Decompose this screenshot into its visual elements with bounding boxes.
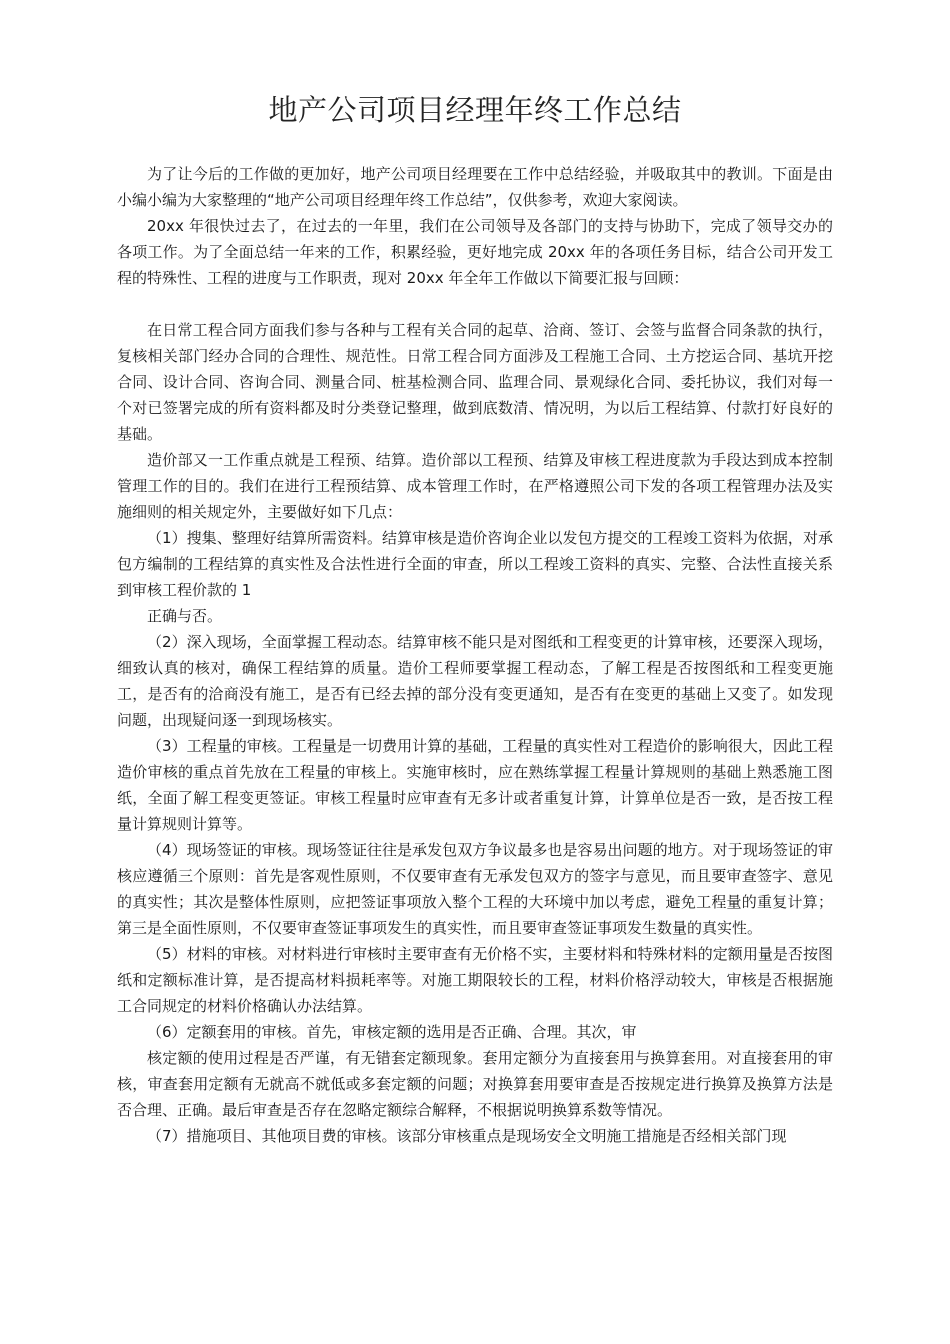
document-body [117,161,833,1149]
paragraph-contracts: 在日常工程合同方面我们参与各种与工程有关合同的起草、洽商、签订、会签与监督合同条款的执行，复核相关部门经办合同的合理性、规范性。日常工程合同方面涉及工程施工合同、土方挖运合同、基坑开挖合同、设计合同、咨询合同、测量合同、桩基检测合同、监理合同、景观绿化合同、委托协议，我们对每一个对已签署完成的所有资料都及时分类登记整理，做到底数清、情况明，为以后工程结算、付款打好良好的基础。 [117,321,833,443]
paragraph-item-5: （5）材料的审核。对材料进行审核时主要审查有无价格不实，主要材料和特殊材料的定额用量是否按图纸和定额标准计算，是否提高材料损耗率等。对施工期限较长的工程，材料价格浮动较大，审核是否根据施工合同规定的材料价格确认办法结算。 [117,945,833,1015]
blank-line [117,291,833,317]
paragraph-budget: 造价部又一工作重点就是工程预、结算。造价部以工程预、结算及审核工程进度款为手段达到成本控制管理工作的目的。我们在进行工程预结算、成本管理工作时，在严格遵照公司下发的各项工程管理办法及实施细则的相关规定外，主要做好如下几点： [117,451,833,521]
paragraph-item-7: （7）措施项目、其他项目费的审核。该部分审核重点是现场安全文明施工措施是否经相关部门现 [147,1127,787,1145]
paragraph-item-1-cont: 正确与否。 [147,607,223,625]
paragraph-item-1: （1）搜集、整理好结算所需资料。结算审核是造价咨询企业以发包方提交的工程竣工资料为依据，对承包方编制的工程结算的真实性及合法性进行全面的审查，所以工程竣工资料的真实、完整、合法性直接关系到审核工程价款的 1 [117,529,833,599]
paragraph-item-6-cont: 核定额的使用过程是否严谨，有无错套定额现象。套用定额分为直接套用与换算套用。对直接套用的审核，审查套用定额有无就高不就低或多套定额的问题；对换算套用要审查是否按规定进行换算及换算方法是否合理、正确。最后审查是否存在忽略定额综合解释，不根据说明换算系数等情况。 [117,1049,833,1119]
paragraph-intro: 为了让今后的工作做的更加好，地产公司项目经理要在工作中总结经验，并吸取其中的教训。下面是由小编小编为大家整理的“地产公司项目经理年终工作总结”，仅供参考，欢迎大家阅读。 [117,165,833,209]
paragraph-item-3: （3）工程量的审核。工程量是一切费用计算的基础，工程量的真实性对工程造价的影响很大，因此工程造价审核的重点首先放在工程量的审核上。实施审核时，应在熟练掌握工程量计算规则的基础上熟悉施工图纸，全面了解工程变更签证。审核工程量时应审查有无多计或者重复计算，计算单位是否一致，是否按工程量计算规则计算等。 [117,737,833,833]
paragraph-item-2: （2）深入现场，全面掌握工程动态。结算审核不能只是对图纸和工程变更的计算审核，还要深入现场，细致认真的核对，确保工程结算的质量。造价工程师要掌握工程动态，了解工程是否按图纸和工程变更施工，是否有的洽商没有施工，是否有已经去掉的部分没有变更通知，是否有在变更的基础上又变了。如发现问题，出现疑问逐一到现场核实。 [117,633,833,729]
paragraph-item-6: （6）定额套用的审核。首先，审核定额的选用是否正确、合理。其次，审 [147,1023,637,1041]
paragraph-overview: 20xx 年很快过去了，在过去的一年里，我们在公司领导及各部门的支持与协助下，完成了领导交办的各项工作。为了全面总结一年来的工作，积累经验，更好地完成 20xx 年的各项任务目标，结合公司开发工程的特殊性、工程的进度与工作职责，现对 20xx 年全年工作做以下简要汇报与回顾： [117,217,833,287]
paragraph-item-4: （4）现场签证的审核。现场签证往往是承发包双方争议最多也是容易出问题的地方。对于现场签证的审核应遵循三个原则：首先是客观性原则，不仅要审查有无承发包双方的签字与意见，而且要审查签字、意见的真实性；其次是整体性原则，应把签证事项放入整个工程的大环境中加以考虑，避免工程量的重复计算；第三是全面性原则，不仅要审查签证事项发生的真实性，而且要审查签证事项发生数量的真实性。 [117,841,833,937]
document-title: 地产公司项目经理年终工作总结 [268,93,682,127]
